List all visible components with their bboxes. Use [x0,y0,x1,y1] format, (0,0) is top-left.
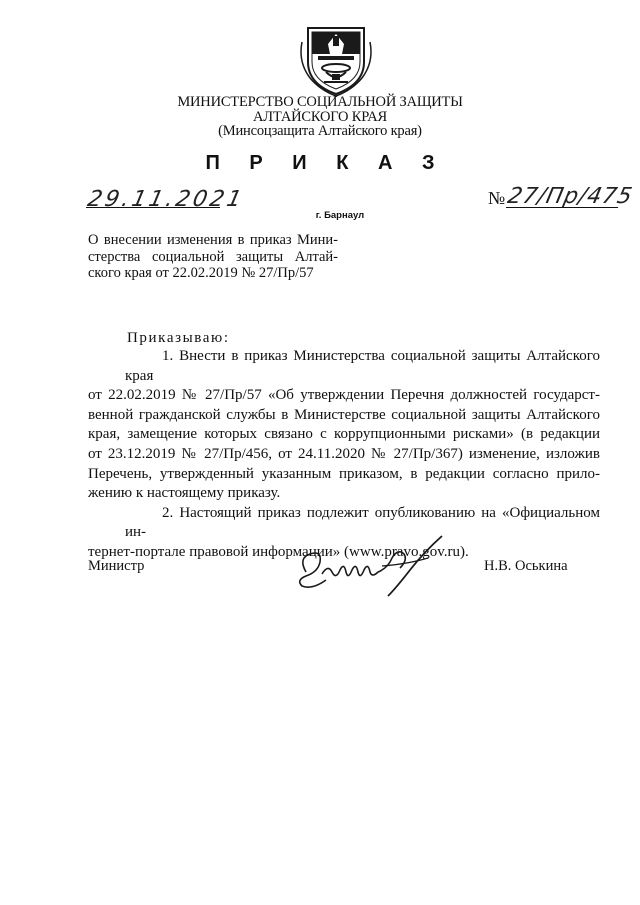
handwritten-date: 29.11.2021 [85,187,247,212]
subject-line: О внесении изменения в приказ Мини- [88,232,338,248]
paragraph-line: 2. Настоящий приказ подлежит опубликованию на «Официальном ин- [125,504,600,541]
signatory-name: Н.В. Оськина [484,558,568,574]
order-word: Приказываю: [127,330,230,346]
paragraph-line: от 22.02.2019 № 27/Пр/57 «Об утверждении Перечня должностей государст- [88,387,600,404]
ministry-name-line-2: АЛТАЙСКОГО КРАЯ [253,109,387,125]
paragraph-line: Перечень, утвержденный указанным приказом, в редакции согласно прило- [88,465,600,482]
signatory-position: Министр [88,558,145,574]
number-sign: № [488,188,506,208]
paragraph-line: жению к настоящему приказу. [88,485,281,502]
paragraph-line: от 23.12.2019 № 27/Пр/456, от 24.11.2020 № 27/Пр/367) изменение, изложив [88,445,600,462]
number-underline [506,207,618,208]
paragraph-line: тернет-портале правовой информации» (www.pravo.gov.ru). [88,543,469,560]
paragraph-line: края, замещение которых связано с коррупционными рисками» (в редакции [88,426,600,443]
subject-line: стерства социальной защиты Алтай- [88,248,338,265]
ministry-short-name: (Минсоцзащита Алтайского края) [218,123,422,139]
altai-coat-of-arms-icon [300,22,372,98]
ministry-name-line-1: МИНИСТЕРСТВО СОЦИАЛЬНОЙ ЗАЩИТЫ [177,94,463,110]
handwritten-number: 27/Пр/475 [505,184,635,209]
subject-line: ского края от 22.02.2019 № 27/Пр/57 [88,265,314,281]
paragraph-line: венной гражданской службы в Министерстве социальной защиты Алтайского [88,406,600,423]
order-subject [88,232,338,282]
paragraph-line: 1. Внести в приказ Министерства социальной защиты Алтайского края [125,348,600,384]
date-underline [86,207,220,208]
document-title: П Р И К А З [205,152,447,174]
paragraph-1 [88,347,600,504]
handwritten-signature-icon [292,528,452,598]
city: г. Барнаул [315,210,365,221]
